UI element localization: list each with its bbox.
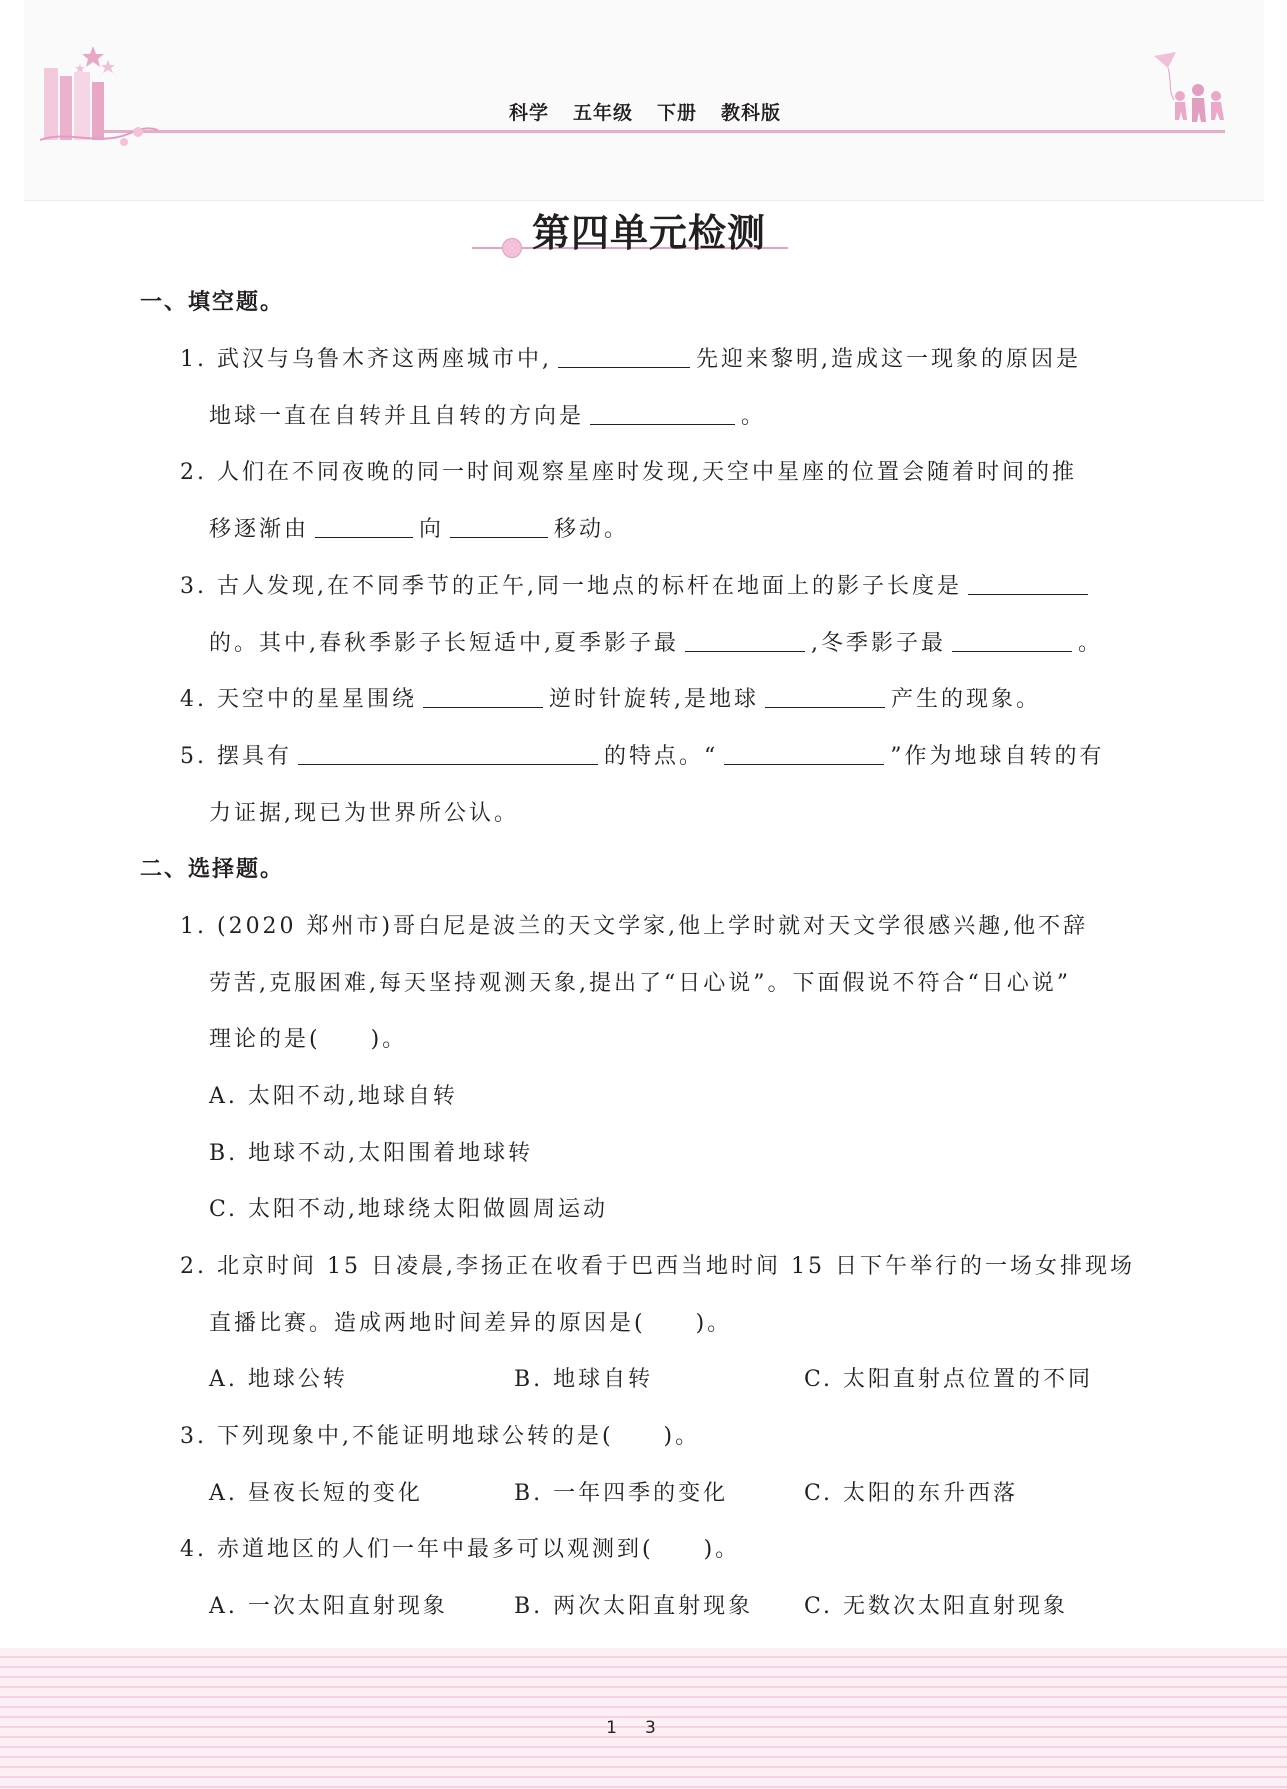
fill-q2-text-b: 移逐渐由 — [209, 517, 310, 542]
fill-q2-text-c: 向 — [419, 517, 445, 542]
fill-q5-text-b: 的特点。“ — [603, 744, 719, 769]
kids-kite-decoration-icon — [1150, 50, 1230, 130]
choice-q4-option-b[interactable]: B. 两次太阳直射现象 — [514, 1594, 754, 1619]
title-dot-icon — [502, 238, 522, 258]
choice-q1-option-c[interactable]: C. 太阳不动,地球绕太阳做圆周运动 — [209, 1197, 609, 1222]
section-fill-blank-heading: 一、填空题。 — [140, 289, 285, 315]
choice-q2-line2: 直播比赛。造成两地时间差异的原因是( )。 — [209, 1311, 733, 1336]
fill-q5-line2 — [209, 796, 519, 827]
answer-blank[interactable] — [724, 742, 884, 765]
fill-q3-text-c: ,冬季影子最 — [811, 631, 946, 656]
choice-q2-option-c[interactable]: C. 太阳直射点位置的不同 — [804, 1367, 1094, 1392]
fill-q3-line1 — [180, 569, 1094, 600]
header-grade: 五年级 — [572, 102, 633, 124]
fill-q1-line2 — [209, 399, 766, 430]
fill-q4-text-b: 逆时针旋转,是地球 — [548, 687, 759, 712]
choice-q3-option-a[interactable]: A. 昼夜长短的变化 — [209, 1481, 423, 1506]
fill-q1-text-d: 。 — [741, 404, 767, 429]
fill-q5-text-c: ”作为地球自转的有 — [890, 744, 1105, 769]
header-subject: 科学 — [508, 102, 549, 124]
header-edition: 教科版 — [721, 102, 782, 124]
fill-q5-line1 — [180, 739, 1104, 770]
choice-q1-line2: 劳苦,克服困难,每天坚持观测天象,提出了“日心说”。下面假说不符合“日心说” — [209, 971, 1071, 996]
section-multiple-choice-heading: 二、选择题。 — [140, 856, 285, 882]
choice-q2-line1: 2. 北京时间 15 日凌晨,李扬正在收看于巴西当地时间 15 日下午举行的一场女排现场 — [180, 1254, 1135, 1279]
fill-q2-text-d: 移动。 — [554, 517, 630, 542]
fill-q1-text-a: 1. 武汉与乌鲁木齐这两座城市中, — [180, 347, 552, 372]
header-subject-info — [470, 98, 820, 125]
books-flower-decoration-icon — [38, 38, 158, 148]
choice-q1-line1: 1. (2020 郑州市)哥白尼是波兰的天文学家,他上学时就对天文学很感兴趣,他不辞 — [180, 914, 1089, 939]
answer-blank[interactable] — [423, 685, 543, 708]
choice-q1-line3: 理论的是( )。 — [209, 1027, 408, 1052]
answer-blank[interactable] — [298, 742, 598, 765]
answer-blank[interactable] — [450, 515, 548, 538]
fill-q1-line1 — [180, 342, 1081, 373]
title-block — [462, 198, 792, 258]
fill-q1-text-b: 先迎来黎明,造成这一现象的原因是 — [695, 347, 1081, 372]
choice-q2-option-b[interactable]: B. 地球自转 — [514, 1367, 654, 1392]
fill-q5-text-a: 5. 摆具有 — [180, 744, 292, 769]
answer-blank[interactable] — [685, 629, 805, 652]
choice-q4-option-a[interactable]: A. 一次太阳直射现象 — [209, 1594, 448, 1619]
answer-blank[interactable] — [590, 402, 735, 425]
fill-q3-text-b: 的。其中,春秋季影子长短适中,夏季影子最 — [209, 631, 679, 656]
header-divider — [95, 130, 1225, 133]
fill-q3-text-a: 3. 古人发现,在不同季节的正午,同一地点的标杆在地面上的影子长度是 — [180, 574, 962, 599]
choice-q2-option-a[interactable]: A. 地球公转 — [209, 1367, 348, 1392]
choice-q1-option-b[interactable]: B. 地球不动,太阳围着地球转 — [209, 1141, 534, 1166]
answer-blank[interactable] — [968, 572, 1088, 595]
answer-blank[interactable] — [315, 515, 413, 538]
fill-q4-text-a: 4. 天空中的星星围绕 — [180, 687, 417, 712]
header-volume: 下册 — [657, 102, 698, 124]
choice-q4-option-c[interactable]: C. 无数次太阳直射现象 — [804, 1594, 1069, 1619]
answer-blank[interactable] — [765, 685, 885, 708]
choice-q3-option-c[interactable]: C. 太阳的东升西落 — [804, 1481, 1019, 1506]
page-title: 第四单元检测 — [532, 210, 767, 255]
fill-q3-text-d: 。 — [1078, 631, 1104, 656]
fill-q1-text-c: 地球一直在自转并且自转的方向是 — [209, 404, 585, 429]
fill-q4-text-c: 产生的现象。 — [890, 687, 1041, 712]
choice-q1-option-a[interactable]: A. 太阳不动,地球自转 — [209, 1084, 458, 1109]
fill-q2-line1 — [180, 455, 1077, 486]
fill-q5-text-d: 力证据,现已为世界所公认。 — [209, 801, 519, 826]
answer-blank[interactable] — [558, 345, 690, 368]
fill-q2-line2 — [209, 512, 629, 543]
fill-q2-text-a: 2. 人们在不同夜晚的同一时间观察星座时发现,天空中星座的位置会随着时间的推 — [180, 460, 1077, 485]
choice-q3-line1: 3. 下列现象中,不能证明地球公转的是( )。 — [180, 1424, 701, 1449]
choice-q3-option-b[interactable]: B. 一年四季的变化 — [514, 1481, 729, 1506]
page-number: 13 — [606, 1718, 684, 1738]
choice-q4-line1: 4. 赤道地区的人们一年中最多可以观测到( )。 — [180, 1537, 741, 1562]
fill-q3-line2 — [209, 626, 1103, 657]
answer-blank[interactable] — [952, 629, 1072, 652]
fill-q4-line1 — [180, 682, 1041, 713]
